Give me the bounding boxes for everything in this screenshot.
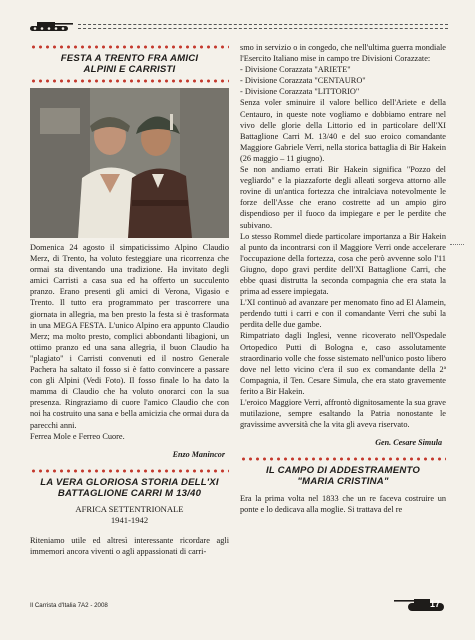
article3-title [240,465,446,487]
top-band [28,19,448,33]
article2-subtitle-line: AFRICA SETTENTRIONALE [75,503,184,514]
dot-divider [240,456,446,462]
division-item: - Divisione Corazzata "LITTORIO" [240,87,360,97]
article3-title-line: "MARIA CRISTINA" [297,476,389,488]
article3-title-line: IL CAMPO DI ADDESTRAMENTO [265,465,421,477]
division-item: - Divisione Corazzata "ARIETE" [240,65,351,75]
article2-body-6: Rimpatriato dagli Inglesi, venne ricoverato nell'Ospedale Ortopedico Putti di Bologna e, caso assolutamente straordinario volle che fosse sistemato nell'unico posto libero dove nel letto vicino c'era il suo ex comandante della 2ª Compagnia, il Ten. Cesare Simula, che era stato gravemente ferito a Bir Hakein. [240,331,446,396]
article1-title-line: ALPINI E CARRISTI [83,64,176,75]
article2-body-4: Lo stesso Rommel diede particolare importanza a Bir Hakein al punto da incontrarsi con il Maggiore Verri onde accelerare l'occupazione della fortezza, cosa che però avvenne solo l'11 Giugno, dopo gravi perdite dell'XI Battaglione Carri, che ebbe quasi distrutta la seconda compagnia che era stata la prima ad essere impiegata. [240,231,446,297]
article1-title-line: FESTA A TRENTO FRA AMICI [60,53,199,64]
right-column [240,42,446,515]
dot-divider [30,44,229,50]
divisions-list [240,64,446,97]
footer-publication: Il Carrista d'Italia 7A2 - 2008 [30,602,108,609]
photo-illustration [30,88,229,238]
article1-title [30,53,229,75]
article2-body-1: smo in servizio o in congedo, che nell'ultima guerra mondiale l'Esercito Italiano mise in campo tre Divisioni Corazzate: [240,43,446,64]
article2-subtitle [30,504,229,526]
article2-title-line: BATTAGLIONE CARRI M 13/40 [57,487,202,499]
article2-body-5: L'XI continuò ad avanzare per menomato fino ad El Alamein, perdendo tutti i carri e con il comandante Verri che subì la perdita delle due gambe. [240,298,446,330]
article2-title-line: LA VERA GLORIOSA STORIA DELL'XI [40,476,219,488]
article2-subtitle-line: 1941-1942 [110,514,149,525]
article3-body: Era la prima volta nel 1833 che un re faceva costruire un ponte e lo dedicava alla moglie. Si trattava del re [240,494,446,515]
article2-title [30,477,229,499]
tank-icon [28,19,74,33]
article1-photo [30,88,229,238]
article2-body-3: Se non andiamo errati Bir Hakein significa "Pozzo del vegliardo" e la piazzaforte degli alleati sorgeva attorno alle rovine di un'antica fortezza che intralciava notevolmente le forze dell'Asse che erano costrette ad un ampio giro dispendioso per il fuoco da impiegare e per le perdite che subivano. [240,165,446,230]
left-column [30,42,229,557]
article1-closing: Ferrea Mole e Ferreo Cuore. [30,431,125,441]
article2-body-2: Senza voler sminuire il valore bellico dell'Ariete e della Centauro, in queste note vogliamo e dobbiamo entrare nel vivo delle glorie della Littorio ed in particolare dell'XI Battaglione Carri M. 13/40 e del suo eroico comandante Maggiore Gabriele Verri, nella storica battaglia di Bir Hakein (26 maggio – 11 giugno). [240,98,446,163]
dot-divider [30,468,229,474]
article1-body: Domenica 24 agosto il simpaticissimo Alpino Claudio Merz, di Trento, ha voluto festeggiare una ricorrenza che ormai sta diventando una tradizione. Ha invitato degli amici Carristi a casa sua ed ha offerto un succulento pranzo. Erano presenti gli amici di Verona, Vigasio e Trento. Il tutto era programmato per trascorrere una giornata in allegria, ma ben presto la festa si è trasformata in una MEGA FESTA. L'unico Alpino era appunto Claudio Merz; ma molto presto, complici abbondanti libagioni, un ottimo pranzo ed una sana allegria, il buon Claudio ha "plagiato" i Carristi convenuti ed il nostro Generale Pachera ha saltato il fosso si è fatto convincere a passare con gli Alpini (Vedi Foto). Il fosso finale lo ha dato la mamma di Claudio che ha voluto onorarci con la sua presenza. Ringraziamo di cuore l'amico Claudio che con noi ha costruito una sana e bella amicizia che ormai dura da parecchi anni. [30,243,229,430]
margin-mark [450,244,464,248]
article2-body-7: L'eroico Maggiore Verri, affrontò dignitosamente la sua grave mutilazione, sempre esaltando la Patria nonostante le gravissime avversità che la vita gli aveva riservato. [240,398,446,430]
dot-divider [30,78,229,84]
article2-body-left: Riteniamo utile ed altresì interessante ricordare agli immemori ancora viventi o agli appassionati di carri- [30,535,229,556]
page-number-badge [394,597,446,613]
article1-author: Enzo Manincor [172,449,225,459]
division-item: - Divisione Corazzata "CENTAURO" [240,76,366,86]
article2-author: Gen. Cesare Simula [375,438,442,448]
header-rule [78,24,448,29]
page-number: 17 [429,599,440,609]
